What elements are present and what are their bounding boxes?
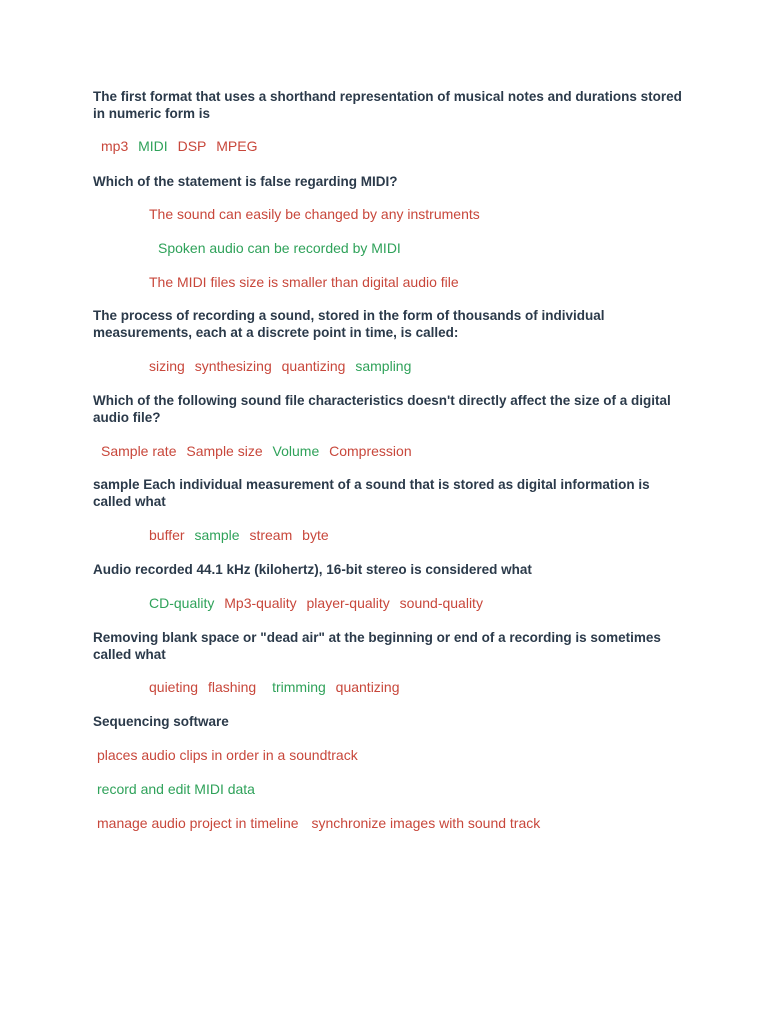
question-5-options bbox=[149, 527, 335, 544]
option: The sound can easily be changed by any instruments bbox=[149, 206, 480, 222]
option: The MIDI files size is smaller than digital audio file bbox=[149, 274, 459, 290]
question-3: The process of recording a sound, stored in the form of thousands of individual measurements, each at a discrete point in time, is called: bbox=[93, 308, 605, 340]
option: places audio clips in order in a soundtrack bbox=[97, 747, 358, 763]
option: quieting bbox=[149, 679, 199, 695]
option-correct: CD-quality bbox=[149, 595, 215, 611]
option: buffer bbox=[149, 527, 185, 543]
question-3-options bbox=[149, 358, 417, 375]
question-1: The first format that uses a shorthand representation of musical notes and durations stored in numeric form is bbox=[93, 89, 682, 121]
option: quantizing bbox=[281, 358, 346, 374]
question-8: Sequencing software bbox=[93, 714, 229, 729]
question-4: Which of the following sound file characteristics doesn't directly affect the size of a digital audio file? bbox=[93, 393, 671, 425]
option: Sample rate bbox=[101, 443, 177, 459]
option-correct: Spoken audio can be recorded by MIDI bbox=[158, 240, 401, 256]
option-correct: sample bbox=[194, 527, 240, 543]
option-correct: MIDI bbox=[138, 138, 168, 154]
option: stream bbox=[249, 527, 293, 543]
option-correct: sampling bbox=[355, 358, 412, 374]
option: MPEG bbox=[216, 138, 258, 154]
option: quantizing bbox=[335, 679, 400, 695]
question-4-options bbox=[101, 443, 418, 460]
option: DSP bbox=[177, 138, 207, 154]
option: synthesizing bbox=[194, 358, 272, 374]
question-7-options bbox=[149, 679, 405, 696]
option: Compression bbox=[329, 443, 412, 459]
option: mp3 bbox=[101, 138, 129, 154]
option: flashing bbox=[207, 679, 257, 695]
option: byte bbox=[302, 527, 329, 543]
option: manage audio project in timeline bbox=[97, 815, 299, 831]
option: Mp3-quality bbox=[224, 595, 297, 611]
question-6: Audio recorded 44.1 kHz (kilohertz), 16-bit stereo is considered what bbox=[93, 562, 532, 577]
option-correct: Volume bbox=[272, 443, 320, 459]
question-7: Removing blank space or "dead air" at the beginning or end of a recording is sometimes called what bbox=[93, 630, 661, 662]
question-6-options bbox=[149, 595, 489, 612]
option: sound-quality bbox=[399, 595, 483, 611]
question-5: sample Each individual measurement of a sound that is stored as digital information is called what bbox=[93, 477, 650, 509]
option: Sample size bbox=[186, 443, 263, 459]
question-1-options bbox=[101, 138, 264, 155]
option: synchronize images with sound track bbox=[311, 815, 541, 831]
question-2: Which of the statement is false regarding MIDI? bbox=[93, 174, 398, 189]
question-8-options bbox=[97, 815, 546, 832]
option: player-quality bbox=[306, 595, 390, 611]
option: sizing bbox=[149, 358, 185, 374]
option-correct: trimming bbox=[272, 679, 326, 695]
option-correct: record and edit MIDI data bbox=[97, 781, 255, 797]
